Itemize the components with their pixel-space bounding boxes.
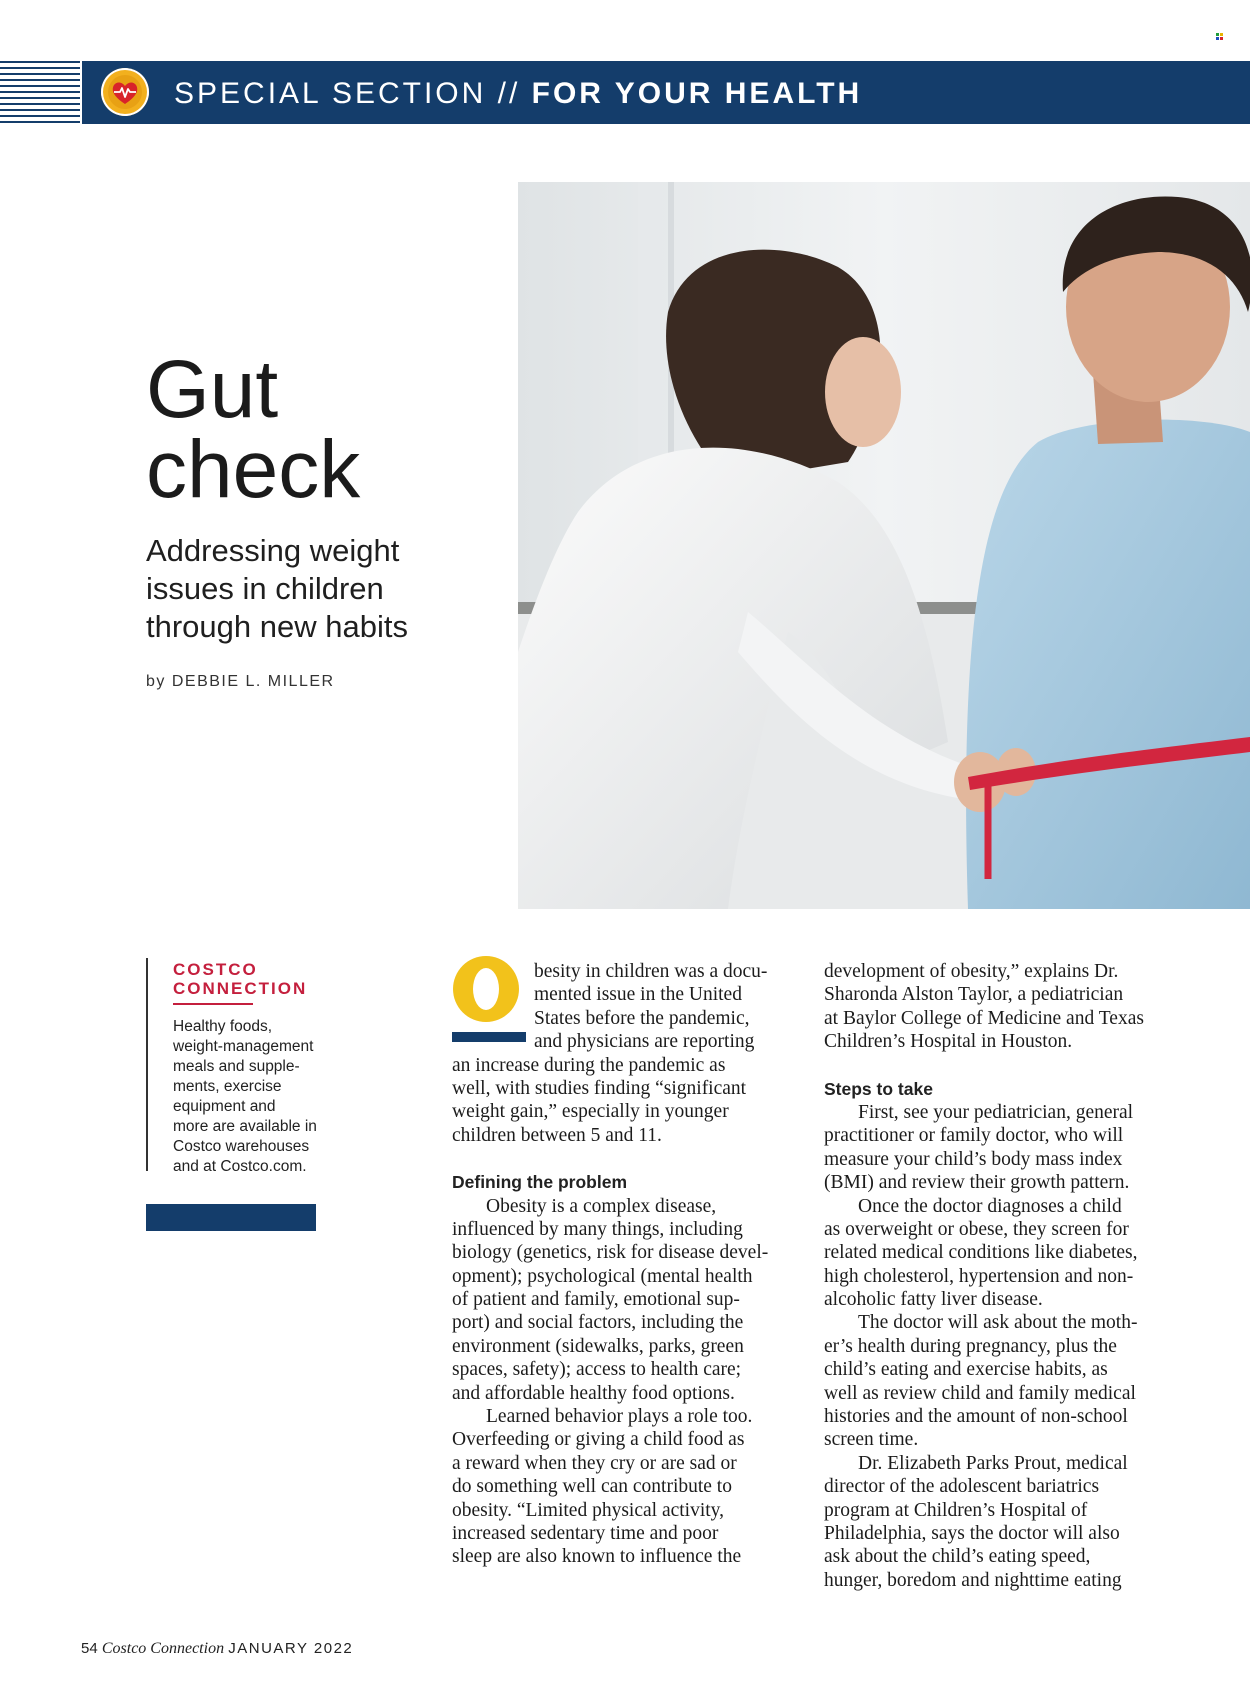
byline: by DEBBIE L. MILLER (146, 673, 335, 690)
sidebar-heading-line: CONNECTION (173, 979, 308, 998)
subtitle-line: Addressing weight (146, 533, 400, 568)
body-line: spaces, safety); access to health care; (452, 1359, 742, 1381)
sidebar-line: meals and supple- (173, 1058, 300, 1075)
body-line: Philadelphia, says the doctor will also (824, 1522, 1120, 1544)
body-line: and physicians are reporting (534, 1031, 755, 1053)
body-line: hunger, boredom and nighttime eating (824, 1569, 1122, 1591)
body-line: well as review child and family medical (824, 1382, 1136, 1404)
article-photo (518, 182, 1250, 909)
body-line: measure your child’s body mass index (824, 1148, 1123, 1170)
article-column-2 (824, 960, 1184, 1592)
sidebar-line: ments, exercise (173, 1078, 282, 1095)
body-line: do something well can contribute to (452, 1476, 732, 1498)
heart-pulse-icon (101, 68, 149, 116)
sidebar-line: weight-management (173, 1038, 314, 1055)
body-line: a reward when they cry or are sad or (452, 1452, 737, 1474)
sidebar-heading-underline (173, 1003, 253, 1005)
sidebar-line: Costco warehouses (173, 1138, 310, 1155)
article-subtitle (146, 532, 476, 646)
body-line: (BMI) and review their growth pattern. (824, 1172, 1130, 1194)
body-line: of patient and family, emotional sup- (452, 1289, 740, 1311)
body-line: related medical conditions like diabetes, (824, 1242, 1138, 1264)
body-line: director of the adolescent bariatrics (824, 1476, 1100, 1498)
article-column-1 (452, 960, 802, 1569)
body-line: Dr. Elizabeth Parks Prout, medical (858, 1452, 1128, 1474)
title-line: Gut (146, 344, 279, 435)
body-line: obesity. “Limited physical activity, (452, 1499, 725, 1521)
body-line: alcoholic fatty liver disease. (824, 1289, 1043, 1311)
section-title (174, 74, 862, 114)
body-line: opment); psychological (mental health (452, 1265, 753, 1287)
sidebar-heading (173, 960, 307, 998)
body-line: screen time. (824, 1429, 919, 1451)
body-line: weight gain,” especially in younger (452, 1101, 729, 1123)
body-line: besity in children was a docu- (534, 961, 768, 982)
paragraph-gap (824, 1054, 1184, 1078)
body-line: Sharonda Alston Taylor, a pediatrician (824, 984, 1124, 1006)
body-line: practitioner or family doctor, who will (824, 1125, 1124, 1147)
section-topic: FOR YOUR HEALTH (531, 77, 863, 110)
body-line: ask about the child’s eating speed, (824, 1546, 1091, 1568)
section-label: SPECIAL SECTION // (174, 77, 521, 110)
body-line: Children’s Hospital in Houston. (824, 1031, 1073, 1053)
page-number: 54 (81, 1640, 98, 1657)
body-line: Once the doctor diagnoses a child (858, 1195, 1122, 1217)
body-line: high cholesterol, hypertension and non- (824, 1265, 1134, 1287)
body-line: influenced by many things, including (452, 1218, 743, 1240)
body-line: biology (genetics, risk for disease devel- (452, 1242, 769, 1264)
body-line: mented issue in the United (534, 984, 742, 1006)
page-footer (81, 1640, 353, 1658)
doctor-child-illustration (518, 182, 1250, 909)
body-line: States before the pandemic, (534, 1007, 750, 1029)
body-line: sleep are also known to influence the (452, 1546, 742, 1568)
sidebar-line: more are available in (173, 1118, 317, 1135)
body-line: program at Children’s Hospital of (824, 1499, 1088, 1521)
sidebar-accent-bar (146, 1204, 316, 1231)
header-stripes (0, 61, 80, 124)
body-line: increased sedentary time and poor (452, 1522, 719, 1544)
body-line: as overweight or obese, they screen for (824, 1218, 1129, 1240)
body-line: Learned behavior plays a role too. (486, 1406, 753, 1428)
body-line: at Baylor College of Medicine and Texas (824, 1007, 1144, 1029)
subtitle-line: issues in children (146, 571, 384, 606)
body-line: child’s eating and exercise habits, as (824, 1359, 1108, 1381)
body-line: an increase during the pandemic as (452, 1054, 726, 1076)
sidebar-rule (146, 958, 148, 1171)
issue-date: JANUARY 2022 (228, 1640, 354, 1657)
sidebar-body (173, 1017, 363, 1177)
body-line: First, see your pediatrician, general (858, 1101, 1134, 1123)
health-badge (101, 68, 149, 116)
body-line: and affordable healthy food options. (452, 1382, 735, 1404)
body-line: children between 5 and 11. (452, 1124, 662, 1146)
magazine-name: Costco Connection (101, 1640, 225, 1657)
paragraph-gap (452, 1147, 802, 1171)
body-line: environment (sidewalks, parks, green (452, 1335, 744, 1357)
body-line: er’s health during pregnancy, plus the (824, 1335, 1117, 1357)
body-line: well, with studies finding “significant (452, 1077, 747, 1099)
subtitle-line: through new habits (146, 609, 408, 644)
sidebar-line: equipment and (173, 1098, 276, 1115)
body-line: histories and the amount of non-school (824, 1406, 1128, 1428)
body-line: Obesity is a complex disease, (486, 1195, 717, 1217)
sidebar-heading-line: COSTCO (173, 960, 258, 979)
registration-mark (1216, 33, 1223, 40)
sidebar-line: and at Costco.com. (173, 1158, 307, 1175)
body-line: Overfeeding or giving a child food as (452, 1429, 745, 1451)
subhead-steps-to-take: Steps to take (824, 1078, 933, 1099)
sidebar-line: Healthy foods, (173, 1018, 273, 1035)
article-title (146, 344, 361, 515)
title-line: check (146, 424, 361, 515)
body-line: The doctor will ask about the moth- (858, 1312, 1138, 1334)
body-line: port) and social factors, including the (452, 1312, 744, 1334)
subhead-defining-the-problem: Defining the problem (452, 1172, 627, 1193)
body-line: development of obesity,” explains Dr. (824, 961, 1119, 982)
